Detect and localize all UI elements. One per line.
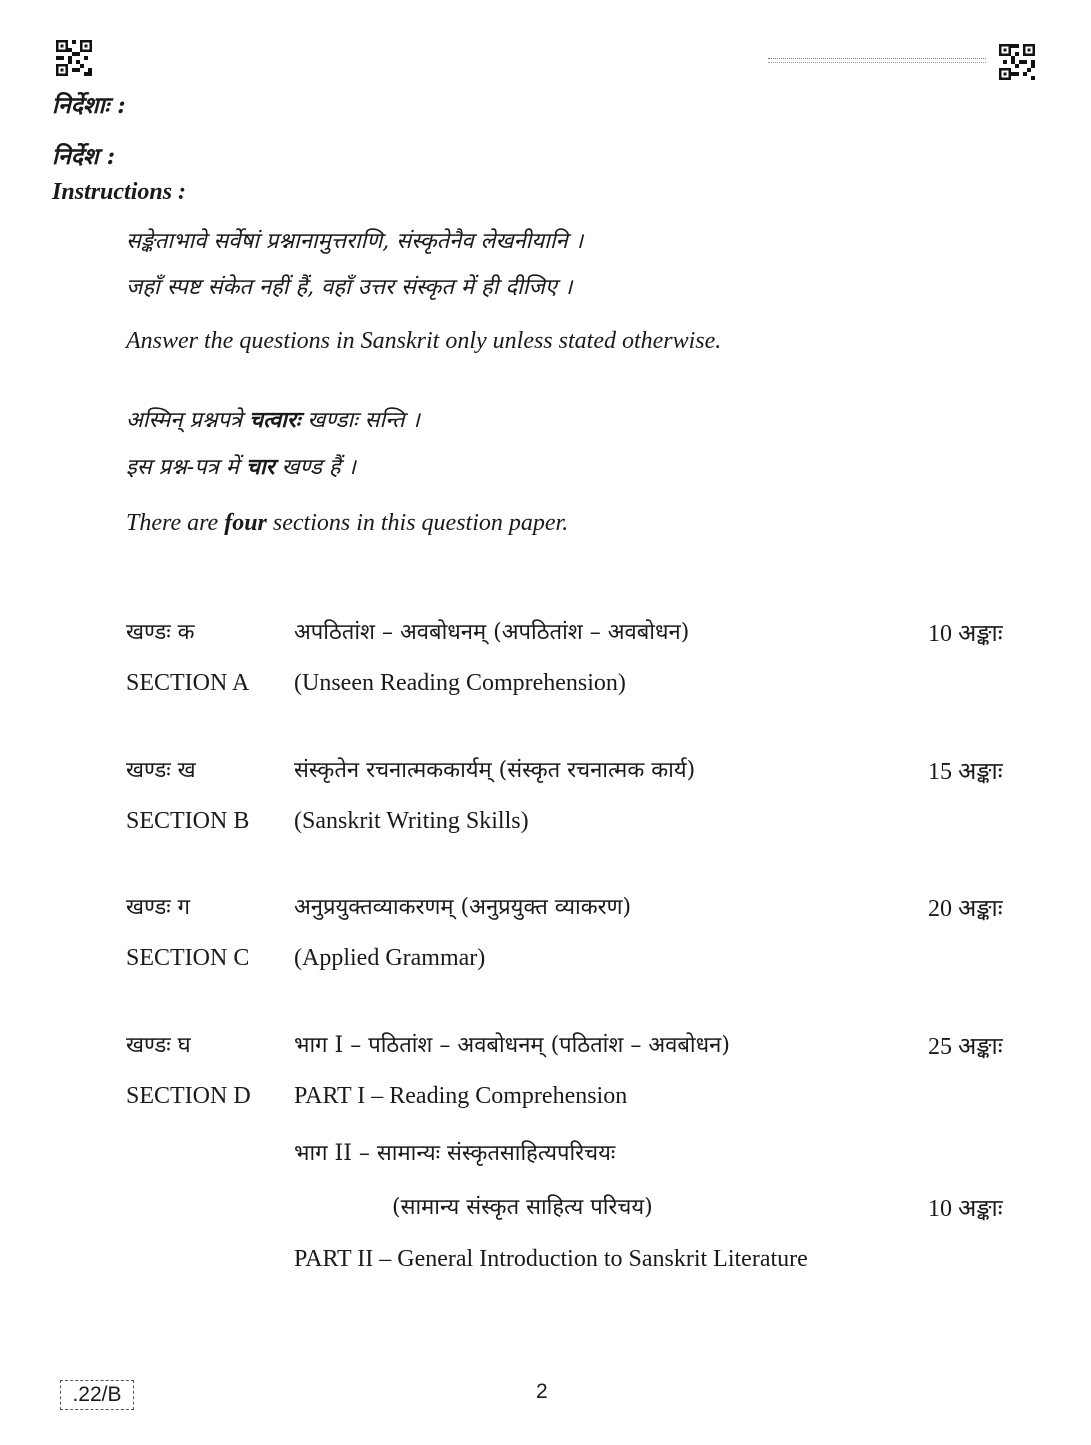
sections-count-sanskrit: अस्मिन् प्रश्नपत्रे चत्वारः खण्डाः सन्ति । xyxy=(126,407,420,433)
section-d-part1-english: PART I – Reading Comprehension xyxy=(294,1083,628,1109)
page-number: 2 xyxy=(536,1380,548,1403)
section-b-title-english: (Sanskrit Writing Skills) xyxy=(294,808,529,834)
section-d-part1-marks: 25 अङ्काः xyxy=(928,1034,1003,1060)
section-b-khanda: खण्डः ख xyxy=(126,758,196,783)
microtext-line xyxy=(768,58,986,63)
qr-code-icon xyxy=(56,40,92,76)
heading-nirdesh-hindi: निर्देश : xyxy=(52,143,116,170)
section-d-label: SECTION D xyxy=(126,1083,251,1109)
heading-instructions: Instructions : xyxy=(52,179,187,205)
section-d-part1-sanskrit: भाग I – पठितांश – अवबोधनम् (पठितांश – अवबोधन) xyxy=(294,1033,730,1058)
section-d-part2-marks: 10 अङ्काः xyxy=(928,1196,1003,1222)
section-c-title-sanskrit: अनुप्रयुक्तव्याकरणम् (अनुप्रयुक्त व्याकरण) xyxy=(294,895,632,920)
section-c-marks: 20 अङ्काः xyxy=(928,896,1003,922)
section-b-title-sanskrit: संस्कृतेन रचनात्मककार्यम् (संस्कृत रचनात्मक कार्य) xyxy=(294,758,696,783)
section-b-marks: 15 अङ्काः xyxy=(928,759,1003,785)
section-a-title-sanskrit: अपठितांश – अवबोधनम् (अपठितांश – अवबोधन) xyxy=(294,620,690,645)
section-a-label: SECTION A xyxy=(126,670,250,696)
instruction-sanskrit: सङ्केताभावे सर्वेषां प्रश्नानामुत्तराणि, संस्कृतेनैव लेखनीयानि । xyxy=(126,229,584,254)
qr-code-icon xyxy=(999,44,1035,80)
section-d-part2-english: PART II – General Introduction to Sanskrit Literature xyxy=(294,1246,808,1272)
heading-nirdesha-sanskrit: निर्देशाः : xyxy=(52,92,126,119)
section-a-title-english: (Unseen Reading Comprehension) xyxy=(294,670,626,696)
section-c-label: SECTION C xyxy=(126,945,250,971)
instruction-hindi: जहाँ स्पष्ट संकेत नहीं हैं, वहाँ उत्तर संस्कृत में ही दीजिए । xyxy=(126,275,573,300)
section-d-part2-sanskrit-paren: (सामान्य संस्कृत साहित्य परिचय) xyxy=(392,1195,653,1220)
section-b-label: SECTION B xyxy=(126,808,250,834)
section-d-khanda: खण्डः घ xyxy=(126,1033,191,1058)
sections-count-english: There are four sections in this question paper. xyxy=(126,510,569,536)
section-c-title-english: (Applied Grammar) xyxy=(294,945,486,971)
section-d-part2-sanskrit: भाग II – सामान्यः संस्कृतसाहित्यपरिचयः xyxy=(294,1141,616,1166)
section-c-khanda: खण्डः ग xyxy=(126,895,191,920)
instruction-english: Answer the questions in Sanskrit only unless stated otherwise. xyxy=(126,328,722,354)
paper-code: .22/B xyxy=(60,1380,134,1410)
sections-count-hindi: इस प्रश्न-पत्र में चार खण्ड हैं । xyxy=(126,454,356,480)
section-a-khanda: खण्डः क xyxy=(126,620,195,645)
section-a-marks: 10 अङ्काः xyxy=(928,621,1003,647)
